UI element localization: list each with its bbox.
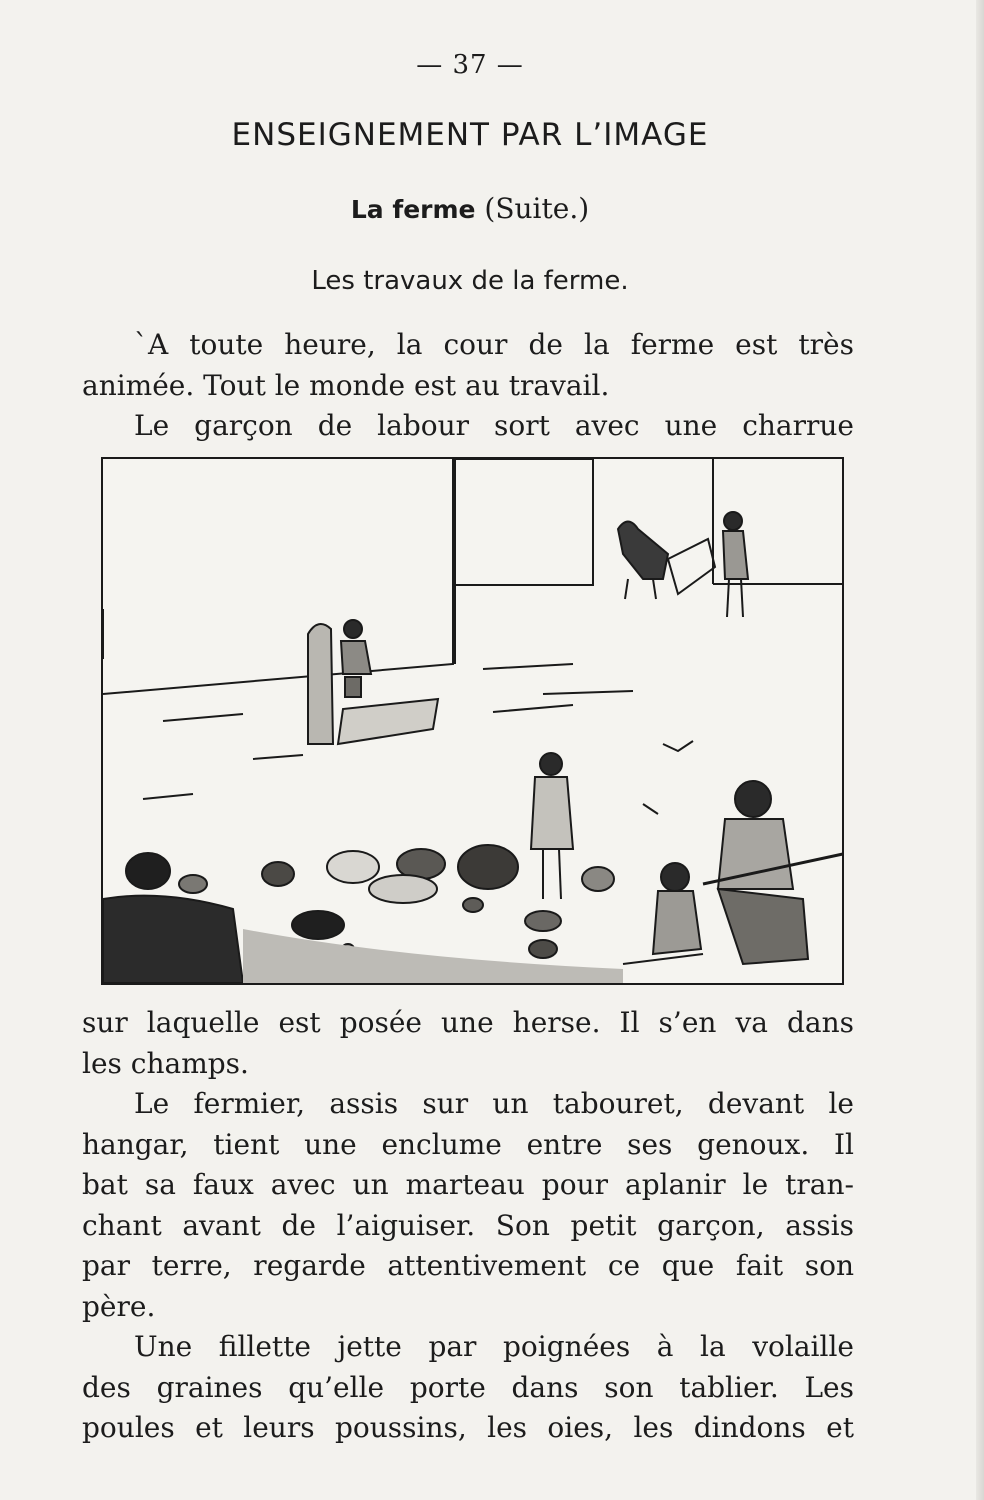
text-line: Le garçon de labour sort avec une charrue <box>134 409 854 442</box>
text-line: par terre, regarde attentivement ce que fait son <box>82 1249 854 1282</box>
text-line: bat sa faux avec un marteau pour aplanir le tran- <box>82 1168 854 1201</box>
text-line: sur laquelle est posée une herse. Il s’en va dans <box>82 1006 854 1039</box>
text-line: animée. Tout le monde est au travail. <box>82 368 610 402</box>
page-edge <box>976 0 984 1500</box>
text-line: les champs. <box>82 1046 249 1080</box>
text-line: `A toute heure, la cour de la ferme est très <box>134 328 854 361</box>
subtitle-bold: La ferme <box>350 195 476 224</box>
lesson-title: Les travaux de la ferme. <box>311 266 629 296</box>
farmyard-illustration <box>101 457 844 985</box>
section-title: ENSEIGNEMENT PAR L’IMAGE <box>231 117 709 153</box>
paragraph-1 <box>82 325 854 447</box>
paragraph-2 <box>82 1003 854 1449</box>
text-line: Le fermier, assis sur un tabouret, devant le <box>134 1087 854 1120</box>
page-number: — 37 — <box>416 50 524 80</box>
text-line: Une fillette jette par poignées à la volaille <box>134 1330 854 1363</box>
text-line: chant avant de l’aiguiser. Son petit garçon, assis <box>82 1208 854 1242</box>
text-line: hangar, tient une enclume entre ses genoux. Il <box>82 1127 854 1161</box>
text-line: poules et leurs poussins, les oies, les dindons et <box>82 1411 854 1444</box>
text-line: des graines qu’elle porte dans son tablier. Les <box>82 1370 854 1404</box>
subtitle-suite: (Suite.) <box>484 192 590 225</box>
subtitle <box>0 192 940 225</box>
text-line: père. <box>82 1289 156 1323</box>
